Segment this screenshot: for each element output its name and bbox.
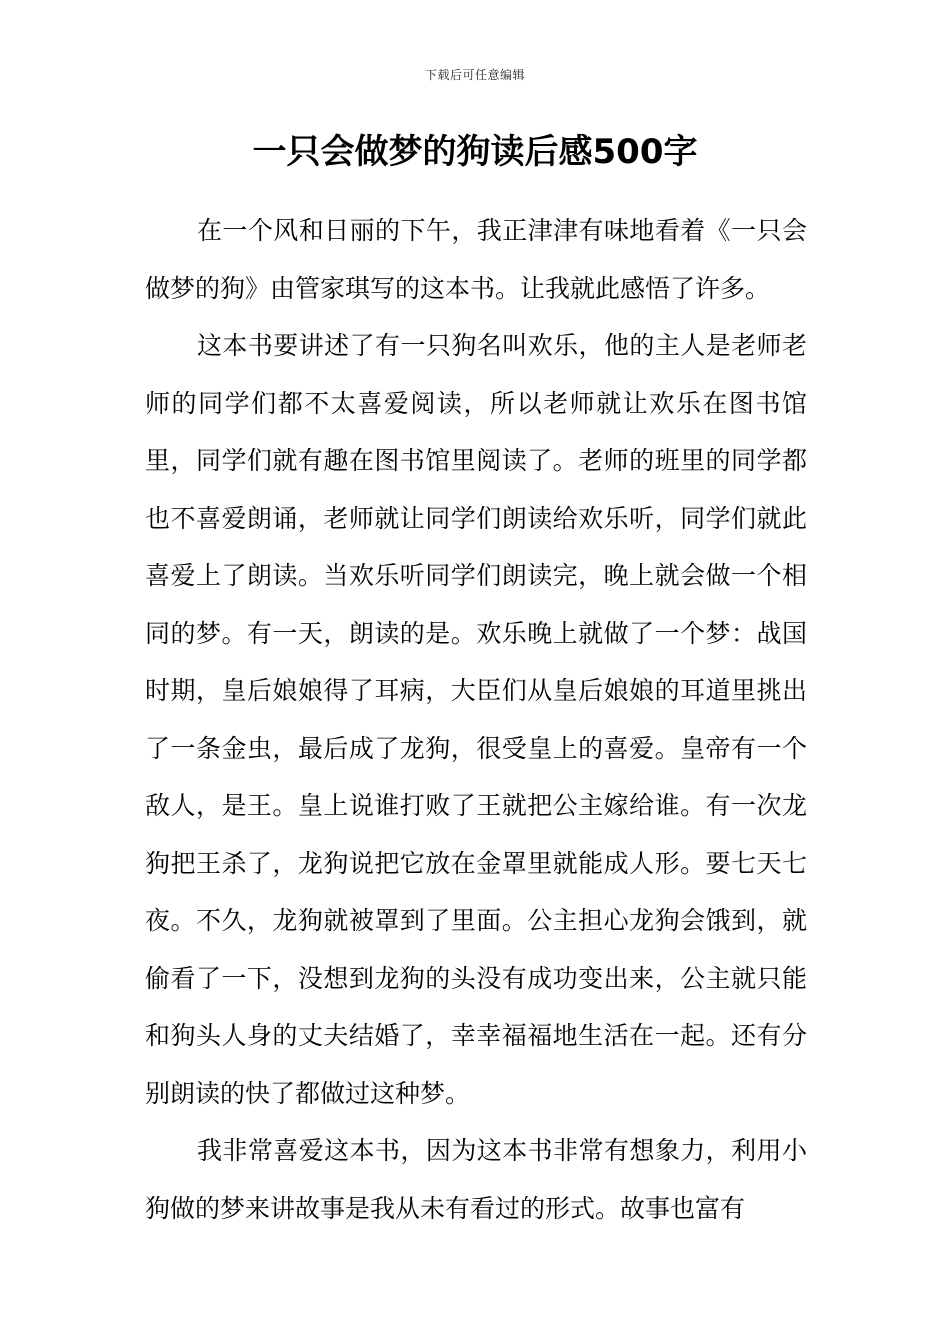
paragraph-1: 在一个风和日丽的下午，我正津津有味地看着《一只会做梦的狗》由管家琪写的这本书。让我就此感悟了许多。	[145, 216, 807, 303]
paragraph-2: 这本书要讲述了有一只狗名叫欢乐，他的主人是老师老师的同学们都不太喜爱阅读，所以老师就让欢乐在图书馆里，同学们就有趣在图书馆里阅读了。老师的班里的同学都也不喜爱朗诵，老师就让同学们朗读给欢乐听，同学们就此喜爱上了朗读。当欢乐听同学们朗读完，晚上就会做一个相同的梦。有一天，朗读的是。欢乐晚上就做了一个梦：战国时期，皇后娘娘得了耳病，大臣们从皇后娘娘的耳道里挑出了一条金虫，最后成了龙狗，很受皇上的喜爱。皇帝有一个敌人，是王。皇上说谁打败了王就把公主嫁给谁。有一次龙狗把王杀了，龙狗说把它放在金罩里就能成人形。要七天七夜。不久，龙狗就被罩到了里面。公主担心龙狗会饿到，就偷看了一下，没想到龙狗的头没有成功变出来，公主就只能和狗头人身的丈夫结婚了，幸幸福福地生活在一起。还有分别朗读的快了都做过这种梦。	[145, 331, 807, 1108]
document-body	[145, 202, 807, 1237]
paragraph-3: 我非常喜爱这本书，因为这本书非常有想象力，利用小狗做的梦来讲故事是我从未有看过的形式。故事也富有	[145, 1136, 807, 1223]
page-header-note: 下载后可任意编辑	[424, 68, 525, 82]
document-title: 一只会做梦的狗读后感500字	[252, 132, 698, 172]
